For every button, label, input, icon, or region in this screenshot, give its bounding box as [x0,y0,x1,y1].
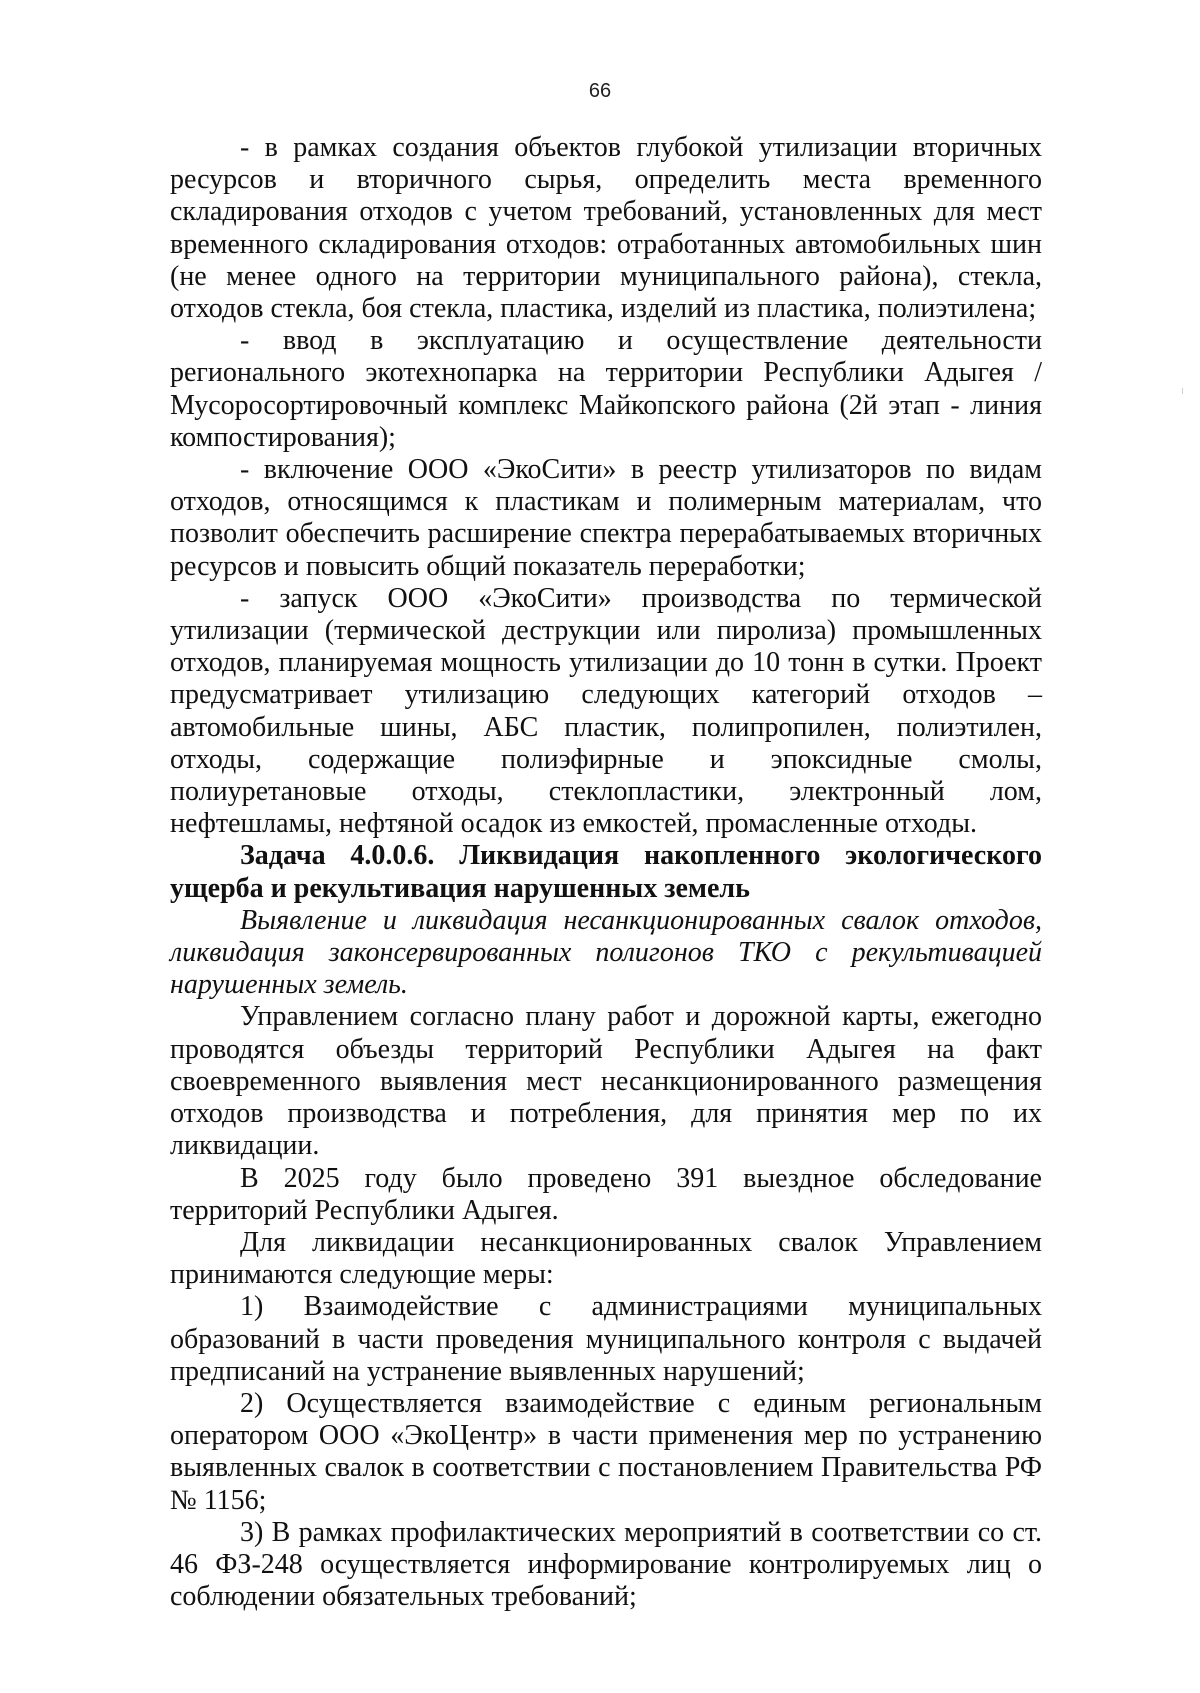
paragraph-measures-intro: Для ликвидации несанкционированных свалок Управлением принимаются следующие меры: [170,1226,1042,1291]
list-item-3: 3) В рамках профилактических мероприятий в соответствии со ст. 46 ФЗ-248 осуществляется информирование контролируемых лиц о соблюдении обязательных требований; [170,1516,1042,1613]
task-subtitle: Выявление и ликвидация несанкционированных свалок отходов, ликвидация законсервированных полигонов ТКО с рекультивацией нарушенных земель. [170,904,1042,1001]
list-item-1: 1) Взаимодействие с администрациями муниципальных образований в части проведения муниципального контроля с выдачей предписаний на устранение выявленных нарушений; [170,1291,1042,1387]
paragraph-ecocity-thermal: - запуск ООО «ЭкоСити» производства по термической утилизации (термической деструкции или пиролиза) промышленных отходов, планируемая мощность утилизации до 10 тонн в сутки. Проект предусматривает утилизацию следующих категорий отходов – автомобильные шины, АБС пластик, полипропилен, полиэтилен, отходы, содержащие полиэфирные и эпоксидные смолы, полиуретановые отходы, стеклопластики, электронный лом, нефтешламы, нефтяной осадок из емкостей, промасленные отходы. [170,582,1042,840]
paragraph-waste-storage: - в рамках создания объектов глубокой утилизации вторичных ресурсов и вторичного сырья, определить места временного складирования отходов с учетом требований, установленных для мест временного складирования отходов: отработанных автомобильных шин (не менее одного на территории муниципального района), стекла, отходов стекла, боя стекла, пластика, изделий из пластика, полиэтилена; [170,132,1042,325]
scan-artifact [1182,388,1183,394]
task-heading: Задача 4.0.0.6. Ликвидация накопленного экологического ущерба и рекультивация нарушенных земель [170,840,1042,904]
paragraph-2025-surveys: В 2025 году было проведено 391 выездное обследование территорий Республики Адыгея. [170,1162,1042,1226]
paragraph-ecotechnopark: - ввод в эксплуатацию и осуществление деятельности регионального экотехнопарка на территории Республики Адыгея / Мусоросортировочный комплекс Майкопского района (2й этап - линия компостирования); [170,325,1042,453]
paragraph-inspections: Управлением согласно плану работ и дорожной карты, ежегодно проводятся объезды территорий Республики Адыгея на факт своевременного выявления мест несанкционированного размещения отходов производства и потребления, для принятия мер по их ликвидации. [170,1001,1042,1162]
list-item-2: 2) Осуществляется взаимодействие с единым региональным оператором ООО «ЭкоЦентр» в части применения мер по устранению выявленных свалок в соответствии с постановлением Правительства РФ № 1156; [170,1387,1042,1516]
paragraph-ecocity-registry: - включение ООО «ЭкоСити» в реестр утилизаторов по видам отходов, относящимся к пластикам и полимерным материалам, что позволит обеспечить расширение спектра перерабатываемых вторичных ресурсов и повысить общий показатель переработки; [170,454,1042,582]
page-body [170,132,1042,1613]
page-number: 66 [588,80,612,102]
